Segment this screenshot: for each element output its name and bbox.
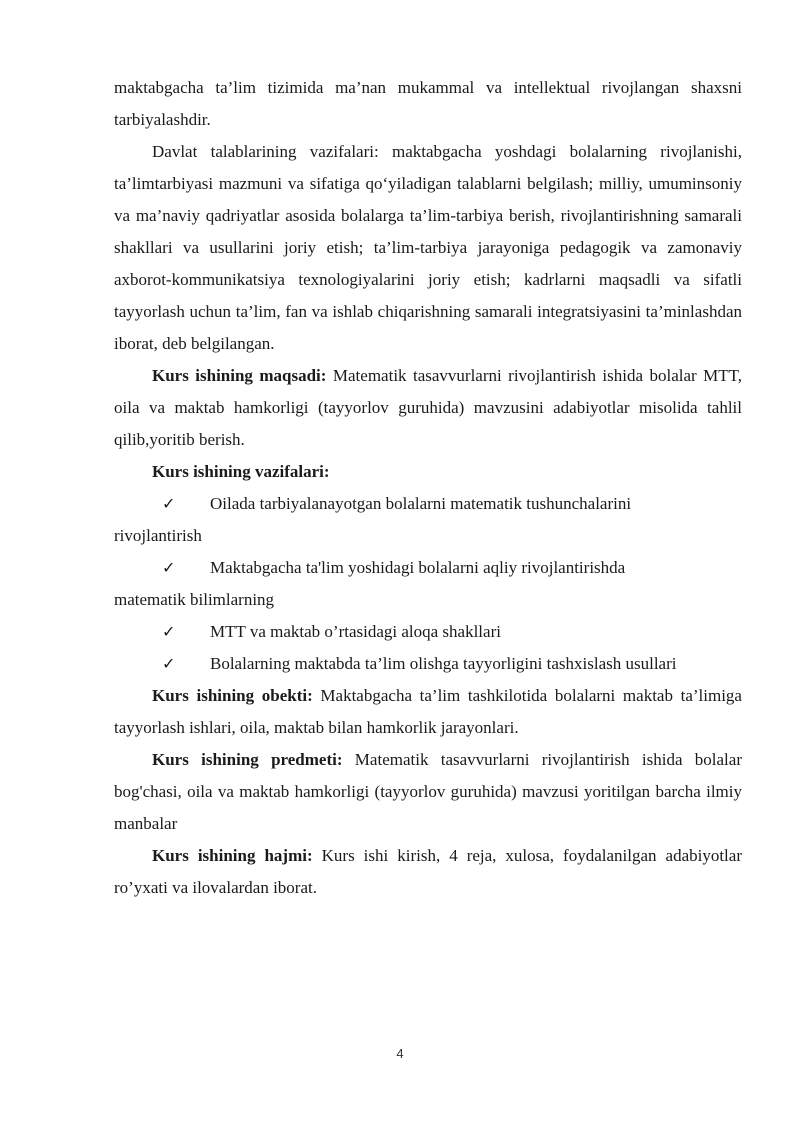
task-text-continuation: matematik bilimlarning: [114, 590, 275, 609]
document-page: [114, 72, 742, 904]
paragraph-goal: [114, 360, 742, 456]
checkmark-icon: ✓: [162, 494, 176, 513]
subject-text: Matematik tasavvurlarni rivojlantirish ishida bolalar bog'chasi, oila va maktab hamkorligi (tayyorlov guruhida) mavzusi yoritilgan barcha ilmiy manbalar: [114, 750, 742, 833]
paragraph-subject: [114, 744, 742, 840]
paragraph-volume: [114, 840, 742, 904]
checkmark-icon: ✓: [162, 558, 176, 577]
task-text-line: Oilada tarbiyalanayotgan bolalarni matematik tushunchalarini: [210, 494, 632, 513]
paragraph-object: [114, 680, 742, 744]
list-item: [114, 648, 742, 680]
page-number: 4: [396, 1046, 404, 1061]
volume-label: Kurs ishining hajmi:: [152, 846, 313, 865]
task-text-line: Maktabgacha ta'lim yoshidagi bolalarni aqliy rivojlantirishda: [210, 558, 626, 577]
list-item: [114, 552, 742, 616]
list-item: [114, 488, 742, 552]
list-item: [114, 616, 742, 648]
volume-text: Kurs ishi kirish, 4 reja, xulosa, foydalanilgan adabiyotlar ro’yxati va ilovalardan iborat.: [114, 846, 742, 897]
subject-label: Kurs ishining predmeti:: [152, 750, 343, 769]
checkmark-icon: ✓: [162, 622, 176, 641]
paragraph-state-requirements: Davlat talablarining vazifalari: maktabgacha yoshdagi bolalarning rivojlanishi, ta’limtarbiyasi mazmuni va sifatiga qo‘yiladigan talablarni belgilash; milliy, umuminsoniy va ma’naviy qadriyatlar asosida bolalarga ta’lim-tarbiya berish, rivojlantirishning samarali shakllari va usullarini joriy etish; ta’lim-tarbiya jarayoniga pedagogik va zamonaviy axborot-kommunikatsiya texnologiyalarini joriy etish; kadrlarni maqsadli va sifatli tayyorlash uchun ta’lim, fan va ishlab chiqarishning samarali integratsiyasini ta’minlashdan iborat, deb belgilangan.: [114, 142, 742, 353]
paragraph-intro: maktabgacha ta’lim tizimida ma’nan mukammal va intellektual rivojlangan shaxsni tarbiyalashdir.: [114, 78, 742, 129]
checkmark-icon: ✓: [162, 654, 176, 673]
task-list: [114, 488, 742, 680]
goal-label: Kurs ishining maqsadi:: [152, 366, 327, 385]
task-text-continuation: rivojlantirish: [114, 526, 202, 545]
goal-text: Matematik tasavvurlarni rivojlantirish ishida bolalar MTT, oila va maktab hamkorligi (tayyorlov guruhida) mavzusini adabiyotlar misolida tahlil qilib,yoritib berish.: [114, 366, 743, 449]
object-text: Maktabgacha ta’lim tashkilotida bolalarni maktab ta’limiga tayyorlash ishlari, oila, maktab bilan hamkorlik jarayonlari.: [114, 686, 742, 737]
tasks-label: Kurs ishining vazifalari:: [152, 462, 330, 481]
task-text-line: MTT va maktab o’rtasidagi aloqa shakllari: [210, 622, 501, 641]
object-label: Kurs ishining obekti:: [152, 686, 313, 705]
task-text-line: Bolalarning maktabda ta’lim olishga tayyorligini tashxislash usullari: [210, 654, 677, 673]
paragraph-tasks-heading: [114, 456, 742, 488]
